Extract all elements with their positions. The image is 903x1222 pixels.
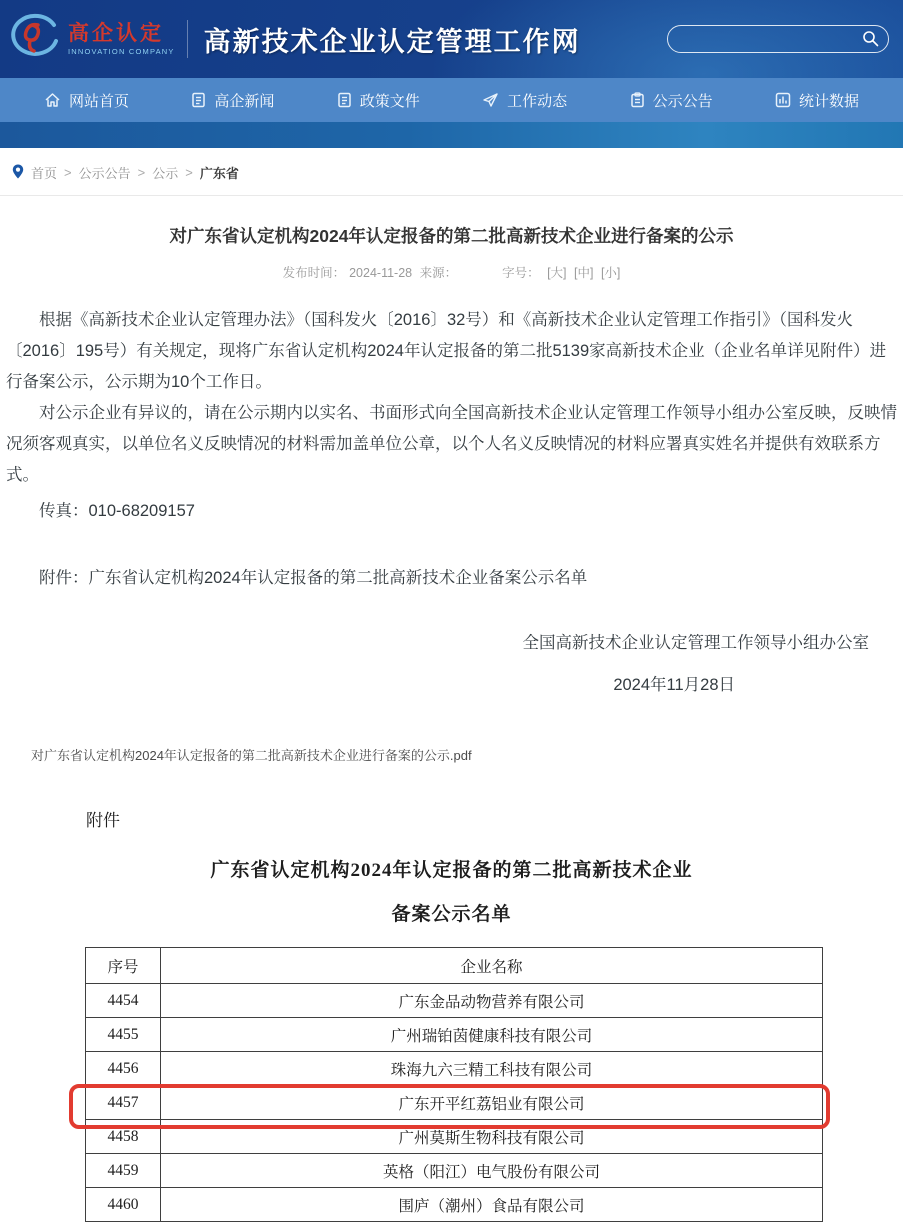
publish-time-label: 发布时间： (282, 266, 346, 280)
fax-line: 传真：010-68209157 (39, 502, 195, 520)
signing-date: 2024年11月28日 (613, 676, 735, 694)
attachment-title-line2: 备案公示名单 (391, 904, 512, 925)
column-header-company: 企业名称 (161, 948, 823, 984)
site-logo[interactable] (10, 11, 175, 68)
publish-date: 2024-11-28 (349, 266, 413, 280)
company-name: 广东金品动物营养有限公司 (161, 984, 823, 1018)
fontsize-label: 字号： (502, 266, 540, 280)
breadcrumb-separator: > (64, 165, 72, 180)
table-row (86, 984, 823, 1018)
paragraph-regulation: 根据《高新技术企业认定管理办法》（国科发火〔2016〕32号）和《高新技术企业认定管理工作指引》（国科发火〔2016〕195号）有关规定，现将广东省认定机构2024年认定报备的第二批5139家高新技术企业（企业名单详见附件）进行备案公示，公示期为10个工作日。 (6, 311, 887, 391)
row-index: 4458 (86, 1120, 161, 1154)
company-table (85, 947, 823, 1222)
attachment-reference-line: 附件：广东省认定机构2024年认定报备的第二批高新技术企业备案公示名单 (39, 569, 588, 587)
news-icon (191, 92, 206, 108)
nav-item-home[interactable] (44, 90, 129, 111)
row-index: 4455 (86, 1018, 161, 1052)
nav-item-label: 统计数据 (798, 92, 859, 110)
table-row (86, 1018, 823, 1052)
article-title: 对广东省认定机构2024年认定报备的第二批高新技术企业进行备案的公示 (169, 226, 734, 246)
row-index: 4454 (86, 984, 161, 1018)
fontsize-small-button[interactable]: [小] (600, 266, 621, 280)
article (0, 223, 903, 764)
breadcrumb-announcements[interactable]: 公示公告 (78, 166, 131, 181)
article-meta (6, 263, 897, 281)
main-nav (0, 78, 903, 122)
row-index: 4459 (86, 1154, 161, 1188)
logo-title: 高企认定 (68, 21, 164, 45)
company-table-wrapper (85, 947, 823, 1222)
paragraph-objection: 对公示企业有异议的，请在公示期内以实名、书面形式向全国高新技术企业认定管理工作领导小组办公室反映，反映情况须客观真实，以单位名义反映情况的材料需加盖单位公章，以个人名义反映情况的材料应署真实姓名并提供有效联系方式。 (6, 404, 897, 484)
nav-item-label: 网站首页 (69, 92, 130, 110)
table-row-highlighted (86, 1086, 823, 1120)
site-title: 高新技术企业认定管理工作网 (203, 26, 581, 57)
home-icon (44, 92, 61, 108)
nav-item-label: 高企新闻 (214, 92, 275, 110)
source-label: 来源： (419, 266, 458, 280)
search-box (667, 25, 889, 53)
document-icon (337, 92, 352, 108)
nav-item-announcements[interactable] (630, 90, 713, 111)
nav-item-label: 公示公告 (652, 92, 713, 110)
row-index: 4457 (86, 1086, 161, 1120)
column-header-index: 序号 (86, 948, 161, 984)
attachment-title-line1: 广东省认定机构2024年认定报备的第二批高新技术企业 (210, 860, 693, 881)
company-name: 广州瑞铂茵健康科技有限公司 (161, 1018, 823, 1052)
table-row (86, 1154, 823, 1188)
paper-plane-icon (482, 92, 499, 108)
company-name: 珠海九六三精工科技有限公司 (161, 1052, 823, 1086)
row-index: 4460 (86, 1188, 161, 1222)
breadcrumb (0, 148, 903, 196)
row-index: 4456 (86, 1052, 161, 1086)
company-name: 围庐（潮州）食品有限公司 (161, 1188, 823, 1222)
attachment-label: 附件 (86, 811, 120, 830)
breadcrumb-current: 广东省 (199, 166, 239, 181)
fontsize-large-button[interactable]: [大] (547, 266, 567, 280)
table-header-row (86, 948, 823, 984)
search-input[interactable] (667, 25, 889, 53)
pdf-attachment-link[interactable]: 对广东省认定机构2024年认定报备的第二批高新技术企业进行备案的公示.pdf (31, 748, 472, 763)
table-row (86, 1120, 823, 1154)
logo-subtitle: INNOVATION COMPANY (68, 46, 175, 56)
breadcrumb-public[interactable]: 公示 (152, 166, 179, 181)
nav-item-news[interactable] (191, 90, 274, 111)
chart-icon (775, 92, 791, 108)
fontsize-medium-button[interactable]: [中] (574, 266, 594, 280)
breadcrumb-separator: > (137, 165, 146, 180)
nav-item-label: 政策文件 (359, 92, 420, 110)
banner-sub-band (0, 122, 903, 148)
nav-item-label: 工作动态 (507, 92, 568, 110)
breadcrumb-home[interactable]: 首页 (31, 166, 58, 181)
search-icon[interactable] (862, 30, 879, 52)
table-row (86, 1188, 823, 1222)
company-name: 英格（阳江）电气股份有限公司 (161, 1154, 823, 1188)
article-body (6, 305, 897, 701)
site-header (0, 0, 903, 78)
signing-office: 全国高新技术企业认定管理工作领导小组办公室 (522, 634, 869, 652)
company-name: 广东开平红荔铝业有限公司 (161, 1086, 823, 1120)
header-divider (187, 20, 188, 58)
breadcrumb-separator: > (185, 165, 193, 180)
logo-swirl-icon (10, 11, 62, 68)
nav-item-policy[interactable] (337, 90, 420, 111)
nav-item-statistics[interactable] (775, 90, 859, 111)
location-pin-icon (12, 164, 24, 182)
nav-item-updates[interactable] (482, 90, 567, 111)
attachment-document (0, 806, 903, 1222)
announcement-icon (630, 92, 645, 108)
table-row (86, 1052, 823, 1086)
company-name: 广州莫斯生物科技有限公司 (161, 1120, 823, 1154)
